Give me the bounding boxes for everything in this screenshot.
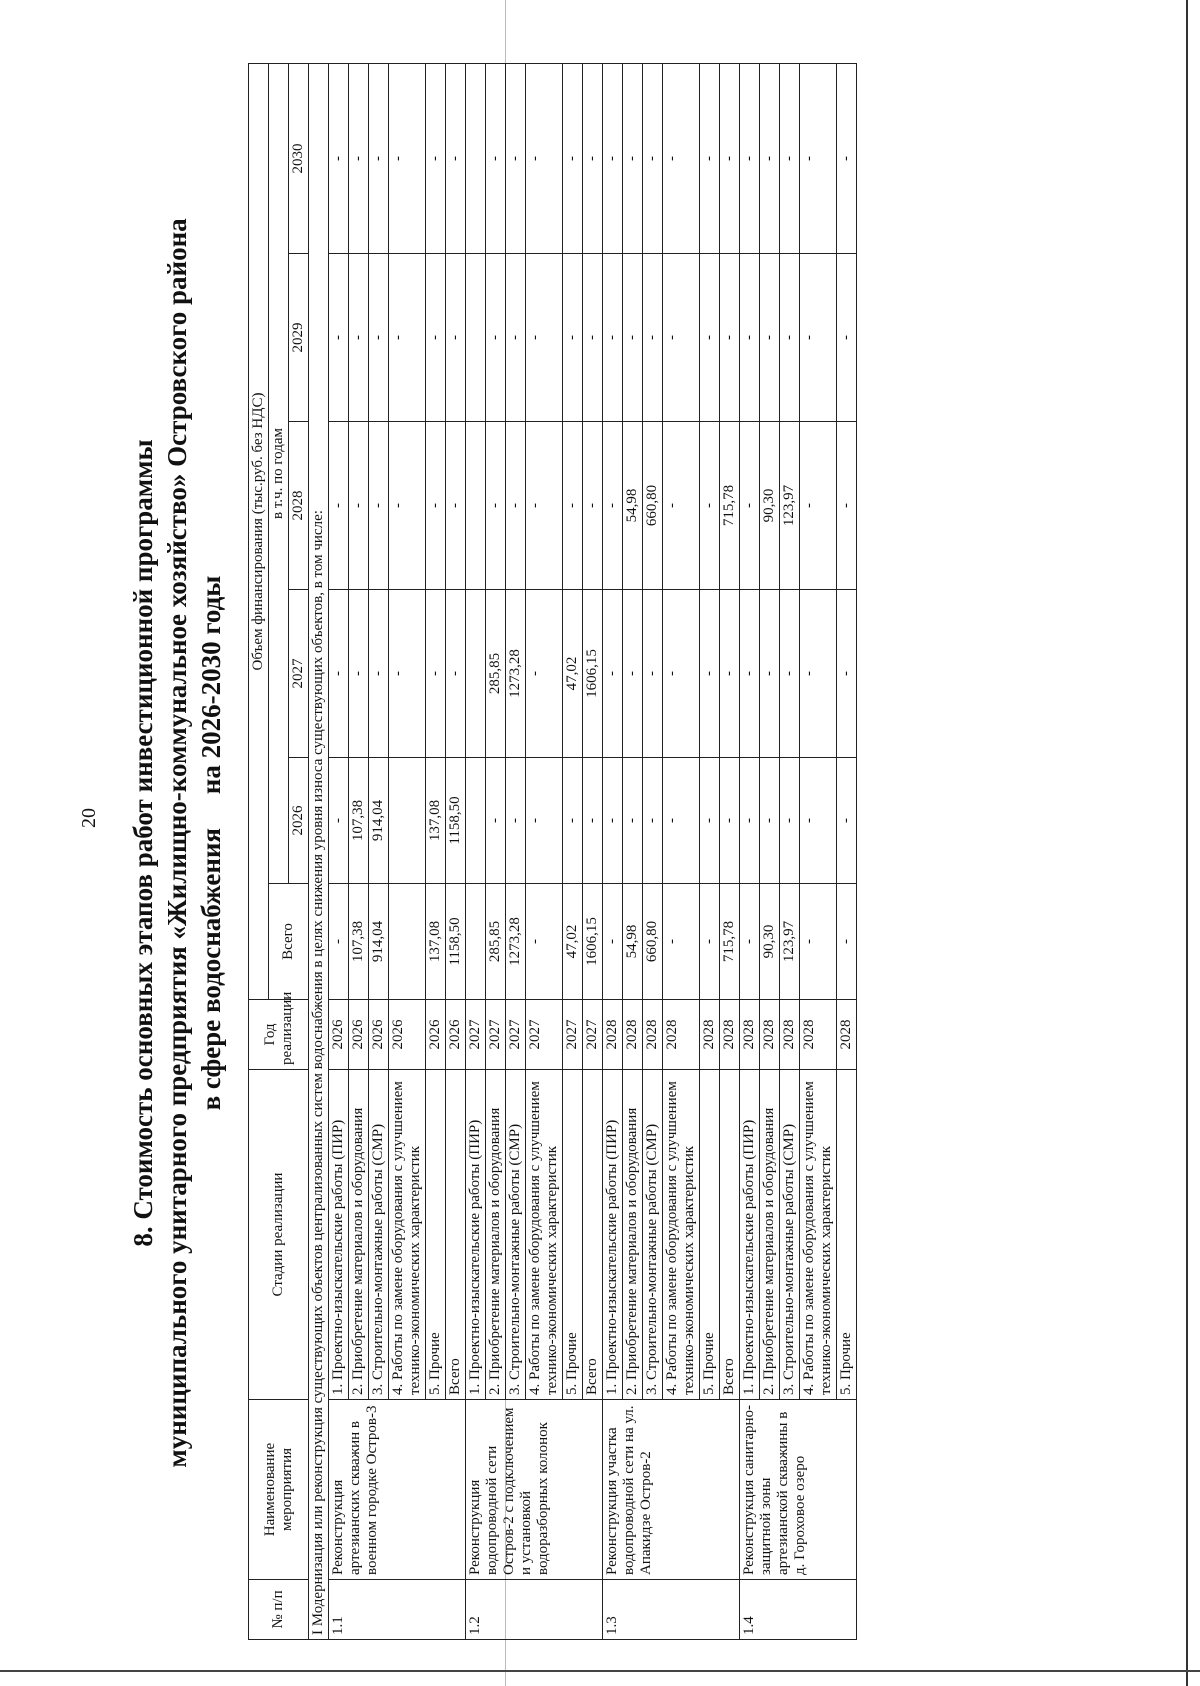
total-cell: - xyxy=(526,884,563,1000)
total-cell: 47,02 xyxy=(563,884,583,1000)
year-value-cell: - xyxy=(329,63,349,253)
year-value-cell: - xyxy=(506,254,526,422)
year-cell: 2026 xyxy=(349,1000,369,1070)
year-value-cell: - xyxy=(446,63,466,253)
stage-cell: Всего xyxy=(583,1070,603,1400)
stage-cell: 2. Приобретение материалов и оборудования xyxy=(486,1070,506,1400)
total-cell: - xyxy=(700,884,720,1000)
project-number: 1.4 xyxy=(740,1580,857,1640)
total-cell: - xyxy=(663,884,700,1000)
project-name: Реконструкция водопроводной сети Остров-2 с подключением и установкой водоразборных колонок xyxy=(466,1400,603,1580)
year-cell: 2027 xyxy=(526,1000,563,1070)
stage-cell: 3. Строительно-монтажные работы (СМР) xyxy=(643,1070,663,1400)
year-value-cell: - xyxy=(526,590,563,758)
year-value-cell: - xyxy=(329,254,349,422)
total-cell: 1606,15 xyxy=(583,884,603,1000)
header-year-2030: 2030 xyxy=(289,63,309,253)
year-value-cell: - xyxy=(740,254,760,422)
header-total: Всего xyxy=(269,884,309,1000)
year-value-cell: - xyxy=(800,422,837,590)
total-cell xyxy=(466,884,486,1000)
year-value-cell: - xyxy=(526,422,563,590)
year-value-cell: - xyxy=(780,590,800,758)
total-cell: 914,04 xyxy=(369,884,389,1000)
year-value-cell: - xyxy=(760,758,780,884)
year-value-cell: - xyxy=(583,254,603,422)
year-value-cell: - xyxy=(506,758,526,884)
year-value-cell: - xyxy=(760,590,780,758)
year-value-cell: 47,02 xyxy=(563,590,583,758)
project-number: 1.1 xyxy=(329,1580,466,1640)
year-value-cell: - xyxy=(837,758,857,884)
header-num: № п/п xyxy=(249,1580,309,1640)
year-value-cell: - xyxy=(623,63,643,253)
year-cell: 2027 xyxy=(563,1000,583,1070)
total-cell: - xyxy=(329,884,349,1000)
year-value-cell: - xyxy=(780,758,800,884)
total-cell: - xyxy=(837,884,857,1000)
stage-cell: 4. Работы по замене оборудования с улучшением технико-экономических характеристик xyxy=(389,1070,426,1400)
total-cell: - xyxy=(740,884,760,1000)
year-cell: 2028 xyxy=(700,1000,720,1070)
year-value-cell xyxy=(466,254,486,422)
year-value-cell: - xyxy=(800,758,837,884)
year-value-cell: - xyxy=(426,590,446,758)
project-number: 1.3 xyxy=(603,1580,740,1640)
year-cell: 2026 xyxy=(426,1000,446,1070)
stage-cell: 2. Приобретение материалов и оборудования xyxy=(349,1070,369,1400)
year-value-cell: - xyxy=(760,254,780,422)
year-value-cell: - xyxy=(486,422,506,590)
year-value-cell: - xyxy=(740,758,760,884)
page-number: 20 xyxy=(78,808,100,828)
year-cell: 2028 xyxy=(780,1000,800,1070)
total-cell: 137,08 xyxy=(426,884,446,1000)
year-value-cell: - xyxy=(603,590,623,758)
year-value-cell: - xyxy=(623,758,643,884)
year-value-cell: - xyxy=(446,254,466,422)
year-value-cell: - xyxy=(369,422,389,590)
header-stages: Стадии реализации xyxy=(249,1070,309,1400)
year-value-cell: 1606,15 xyxy=(583,590,603,758)
header-year-2029: 2029 xyxy=(289,254,309,422)
year-value-cell: - xyxy=(349,422,369,590)
year-value-cell: - xyxy=(349,590,369,758)
total-cell: 285,85 xyxy=(486,884,506,1000)
year-value-cell: - xyxy=(643,758,663,884)
header-by-years: в т.ч. по годам xyxy=(269,63,289,883)
year-value-cell: - xyxy=(389,63,426,253)
stage-cell: 5. Прочие xyxy=(700,1070,720,1400)
section-title: I Модернизация или реконструкция существующих объектов централизованных систем водоснабжения в целях снижения уровня износа существующих объектов, в том числе: xyxy=(309,63,329,1639)
year-value-cell: - xyxy=(329,758,349,884)
year-cell: 2028 xyxy=(663,1000,700,1070)
year-cell: 2027 xyxy=(466,1000,486,1070)
year-value-cell: 123,97 xyxy=(780,422,800,590)
year-value-cell: - xyxy=(446,590,466,758)
year-value-cell: 715,78 xyxy=(720,422,740,590)
stage-cell: 4. Работы по замене оборудования с улучшением технико-экономических характеристик xyxy=(800,1070,837,1400)
total-cell: 1273,28 xyxy=(506,884,526,1000)
year-value-cell: 54,98 xyxy=(623,422,643,590)
stage-cell: 4. Работы по замене оборудования с улучшением технико-экономических характеристик xyxy=(526,1070,563,1400)
stage-cell: Всего xyxy=(446,1070,466,1400)
year-value-cell: - xyxy=(583,63,603,253)
year-value-cell: - xyxy=(526,254,563,422)
total-cell: - xyxy=(800,884,837,1000)
year-value-cell: - xyxy=(720,63,740,253)
year-cell: 2027 xyxy=(583,1000,603,1070)
year-cell: 2028 xyxy=(603,1000,623,1070)
year-value-cell: - xyxy=(389,422,426,590)
year-value-cell: - xyxy=(700,422,720,590)
year-value-cell: - xyxy=(760,63,780,253)
total-cell xyxy=(389,884,426,1000)
year-cell: 2026 xyxy=(369,1000,389,1070)
year-value-cell: - xyxy=(800,254,837,422)
header-year-2028: 2028 xyxy=(289,422,309,590)
year-value-cell: - xyxy=(603,63,623,253)
year-value-cell: - xyxy=(623,254,643,422)
year-value-cell: - xyxy=(643,590,663,758)
year-value-cell: - xyxy=(740,422,760,590)
header-year-2027: 2027 xyxy=(289,590,309,758)
year-value-cell: - xyxy=(780,63,800,253)
year-value-cell: - xyxy=(526,63,563,253)
stage-cell: 1. Проектно-изыскательские работы (ПИР) xyxy=(466,1070,486,1400)
year-cell: 2027 xyxy=(506,1000,526,1070)
header-row xyxy=(249,63,269,1639)
stage-cell: 3. Строительно-монтажные работы (СМР) xyxy=(780,1070,800,1400)
project-name: Реконструкция участка водопроводной сети на ул. Апакидзе Остров-2 xyxy=(603,1400,740,1580)
stage-cell: 1. Проектно-изыскательские работы (ПИР) xyxy=(740,1070,760,1400)
year-cell: 2028 xyxy=(740,1000,760,1070)
year-cell: 2028 xyxy=(643,1000,663,1070)
year-value-cell xyxy=(466,63,486,253)
stage-cell: 2. Приобретение материалов и оборудования xyxy=(760,1070,780,1400)
year-value-cell: - xyxy=(563,758,583,884)
stage-cell: 4. Работы по замене оборудования с улучшением технико-экономических характеристик xyxy=(663,1070,700,1400)
year-cell: 2028 xyxy=(623,1000,643,1070)
total-cell: - xyxy=(603,884,623,1000)
year-value-cell: - xyxy=(526,758,563,884)
total-cell: 107,38 xyxy=(349,884,369,1000)
year-value-cell: - xyxy=(563,254,583,422)
year-value-cell: 660,80 xyxy=(643,422,663,590)
stage-cell: 2. Приобретение материалов и оборудования xyxy=(623,1070,643,1400)
year-value-cell: 914,04 xyxy=(369,758,389,884)
total-cell: 1158,50 xyxy=(446,884,466,1000)
title-line: в сфере водоснабжения на 2026-2030 годы xyxy=(196,575,226,1111)
year-value-cell: 285,85 xyxy=(486,590,506,758)
year-value-cell: - xyxy=(563,63,583,253)
year-value-cell: - xyxy=(720,590,740,758)
year-cell: 2028 xyxy=(720,1000,740,1070)
year-value-cell: - xyxy=(663,422,700,590)
table-row xyxy=(603,63,623,1639)
stage-cell: 3. Строительно-монтажные работы (СМР) xyxy=(506,1070,526,1400)
year-value-cell: - xyxy=(603,758,623,884)
project-name: Реконструкция санитарно-защитной зоны артезианской скважины в д. Гороховое озеро xyxy=(740,1400,857,1580)
year-value-cell xyxy=(389,758,426,884)
stage-cell: 5. Прочие xyxy=(563,1070,583,1400)
year-value-cell: - xyxy=(837,590,857,758)
total-cell: 715,78 xyxy=(720,884,740,1000)
table-row xyxy=(740,63,760,1639)
table-row xyxy=(329,63,349,1639)
year-value-cell: - xyxy=(349,63,369,253)
year-value-cell: - xyxy=(663,590,700,758)
stage-cell: 5. Прочие xyxy=(426,1070,446,1400)
table-row xyxy=(466,63,486,1639)
year-value-cell: - xyxy=(506,63,526,253)
year-value-cell: - xyxy=(389,254,426,422)
stage-cell: 1. Проектно-изыскательские работы (ПИР) xyxy=(603,1070,623,1400)
year-value-cell: - xyxy=(700,758,720,884)
year-value-cell: - xyxy=(369,590,389,758)
stage-cell: 3. Строительно-монтажные работы (СМР) xyxy=(369,1070,389,1400)
year-value-cell: - xyxy=(837,422,857,590)
year-value-cell: - xyxy=(837,254,857,422)
year-value-cell xyxy=(466,590,486,758)
stage-cell: 1. Проектно-изыскательские работы (ПИР) xyxy=(329,1070,349,1400)
year-value-cell: 107,38 xyxy=(349,758,369,884)
year-value-cell: - xyxy=(446,422,466,590)
year-value-cell: 1273,28 xyxy=(506,590,526,758)
year-value-cell: - xyxy=(663,254,700,422)
year-value-cell: - xyxy=(583,422,603,590)
year-value-cell: 137,08 xyxy=(426,758,446,884)
total-cell: 54,98 xyxy=(623,884,643,1000)
year-value-cell: - xyxy=(486,758,506,884)
total-cell: 90,30 xyxy=(760,884,780,1000)
header-name: Наименование мероприятия xyxy=(249,1400,309,1580)
header-year-2026: 2026 xyxy=(289,758,309,884)
year-value-cell: - xyxy=(663,758,700,884)
year-cell: 2026 xyxy=(389,1000,426,1070)
section-row xyxy=(309,63,329,1639)
year-value-cell: - xyxy=(740,63,760,253)
year-value-cell: - xyxy=(486,254,506,422)
year-value-cell: 1158,50 xyxy=(446,758,466,884)
year-value-cell: - xyxy=(426,63,446,253)
stage-cell: Всего xyxy=(720,1070,740,1400)
year-value-cell xyxy=(466,422,486,590)
year-value-cell: - xyxy=(800,590,837,758)
year-value-cell: - xyxy=(329,590,349,758)
project-number: 1.2 xyxy=(466,1580,603,1640)
year-value-cell: - xyxy=(780,254,800,422)
title-line: муниципального унитарного предприятия «Жилищно-коммунальное хозяйство» Островского района xyxy=(162,218,192,1468)
year-value-cell: - xyxy=(563,422,583,590)
year-cell: 2026 xyxy=(446,1000,466,1070)
year-value-cell: - xyxy=(329,422,349,590)
year-value-cell: - xyxy=(700,590,720,758)
year-cell: 2028 xyxy=(760,1000,780,1070)
year-cell: 2028 xyxy=(837,1000,857,1070)
year-value-cell xyxy=(466,758,486,884)
year-value-cell: - xyxy=(623,590,643,758)
total-cell: 660,80 xyxy=(643,884,663,1000)
year-value-cell: - xyxy=(486,63,506,253)
year-value-cell: 90,30 xyxy=(760,422,780,590)
year-value-cell: - xyxy=(603,422,623,590)
header-funding: Объем финансирования (тыс.руб. без НДС) xyxy=(249,63,269,999)
investment-table xyxy=(248,63,857,1640)
year-value-cell: - xyxy=(426,422,446,590)
total-cell: 123,97 xyxy=(780,884,800,1000)
year-value-cell: - xyxy=(389,590,426,758)
year-value-cell: - xyxy=(643,254,663,422)
year-value-cell: - xyxy=(349,254,369,422)
year-value-cell: - xyxy=(643,63,663,253)
year-value-cell: - xyxy=(700,254,720,422)
year-value-cell: - xyxy=(369,254,389,422)
year-value-cell: - xyxy=(506,422,526,590)
title-line: 8. Стоимость основных этапов работ инвестиционной программы xyxy=(128,439,158,1247)
year-value-cell: - xyxy=(800,63,837,253)
header-year: Год реализации xyxy=(249,1000,309,1070)
year-value-cell: - xyxy=(837,63,857,253)
year-cell: 2028 xyxy=(800,1000,837,1070)
year-value-cell: - xyxy=(369,63,389,253)
project-name: Реконструкция артезианских скважин в военном городке Остров-3 xyxy=(329,1400,466,1580)
year-value-cell: - xyxy=(583,758,603,884)
year-value-cell: - xyxy=(700,63,720,253)
year-value-cell: - xyxy=(720,254,740,422)
document-title xyxy=(126,60,228,1626)
stage-cell: 5. Прочие xyxy=(837,1070,857,1400)
year-cell: 2026 xyxy=(329,1000,349,1070)
year-value-cell: - xyxy=(740,590,760,758)
year-value-cell: - xyxy=(720,758,740,884)
year-value-cell: - xyxy=(663,63,700,253)
year-value-cell: - xyxy=(603,254,623,422)
year-value-cell: - xyxy=(426,254,446,422)
year-cell: 2027 xyxy=(486,1000,506,1070)
